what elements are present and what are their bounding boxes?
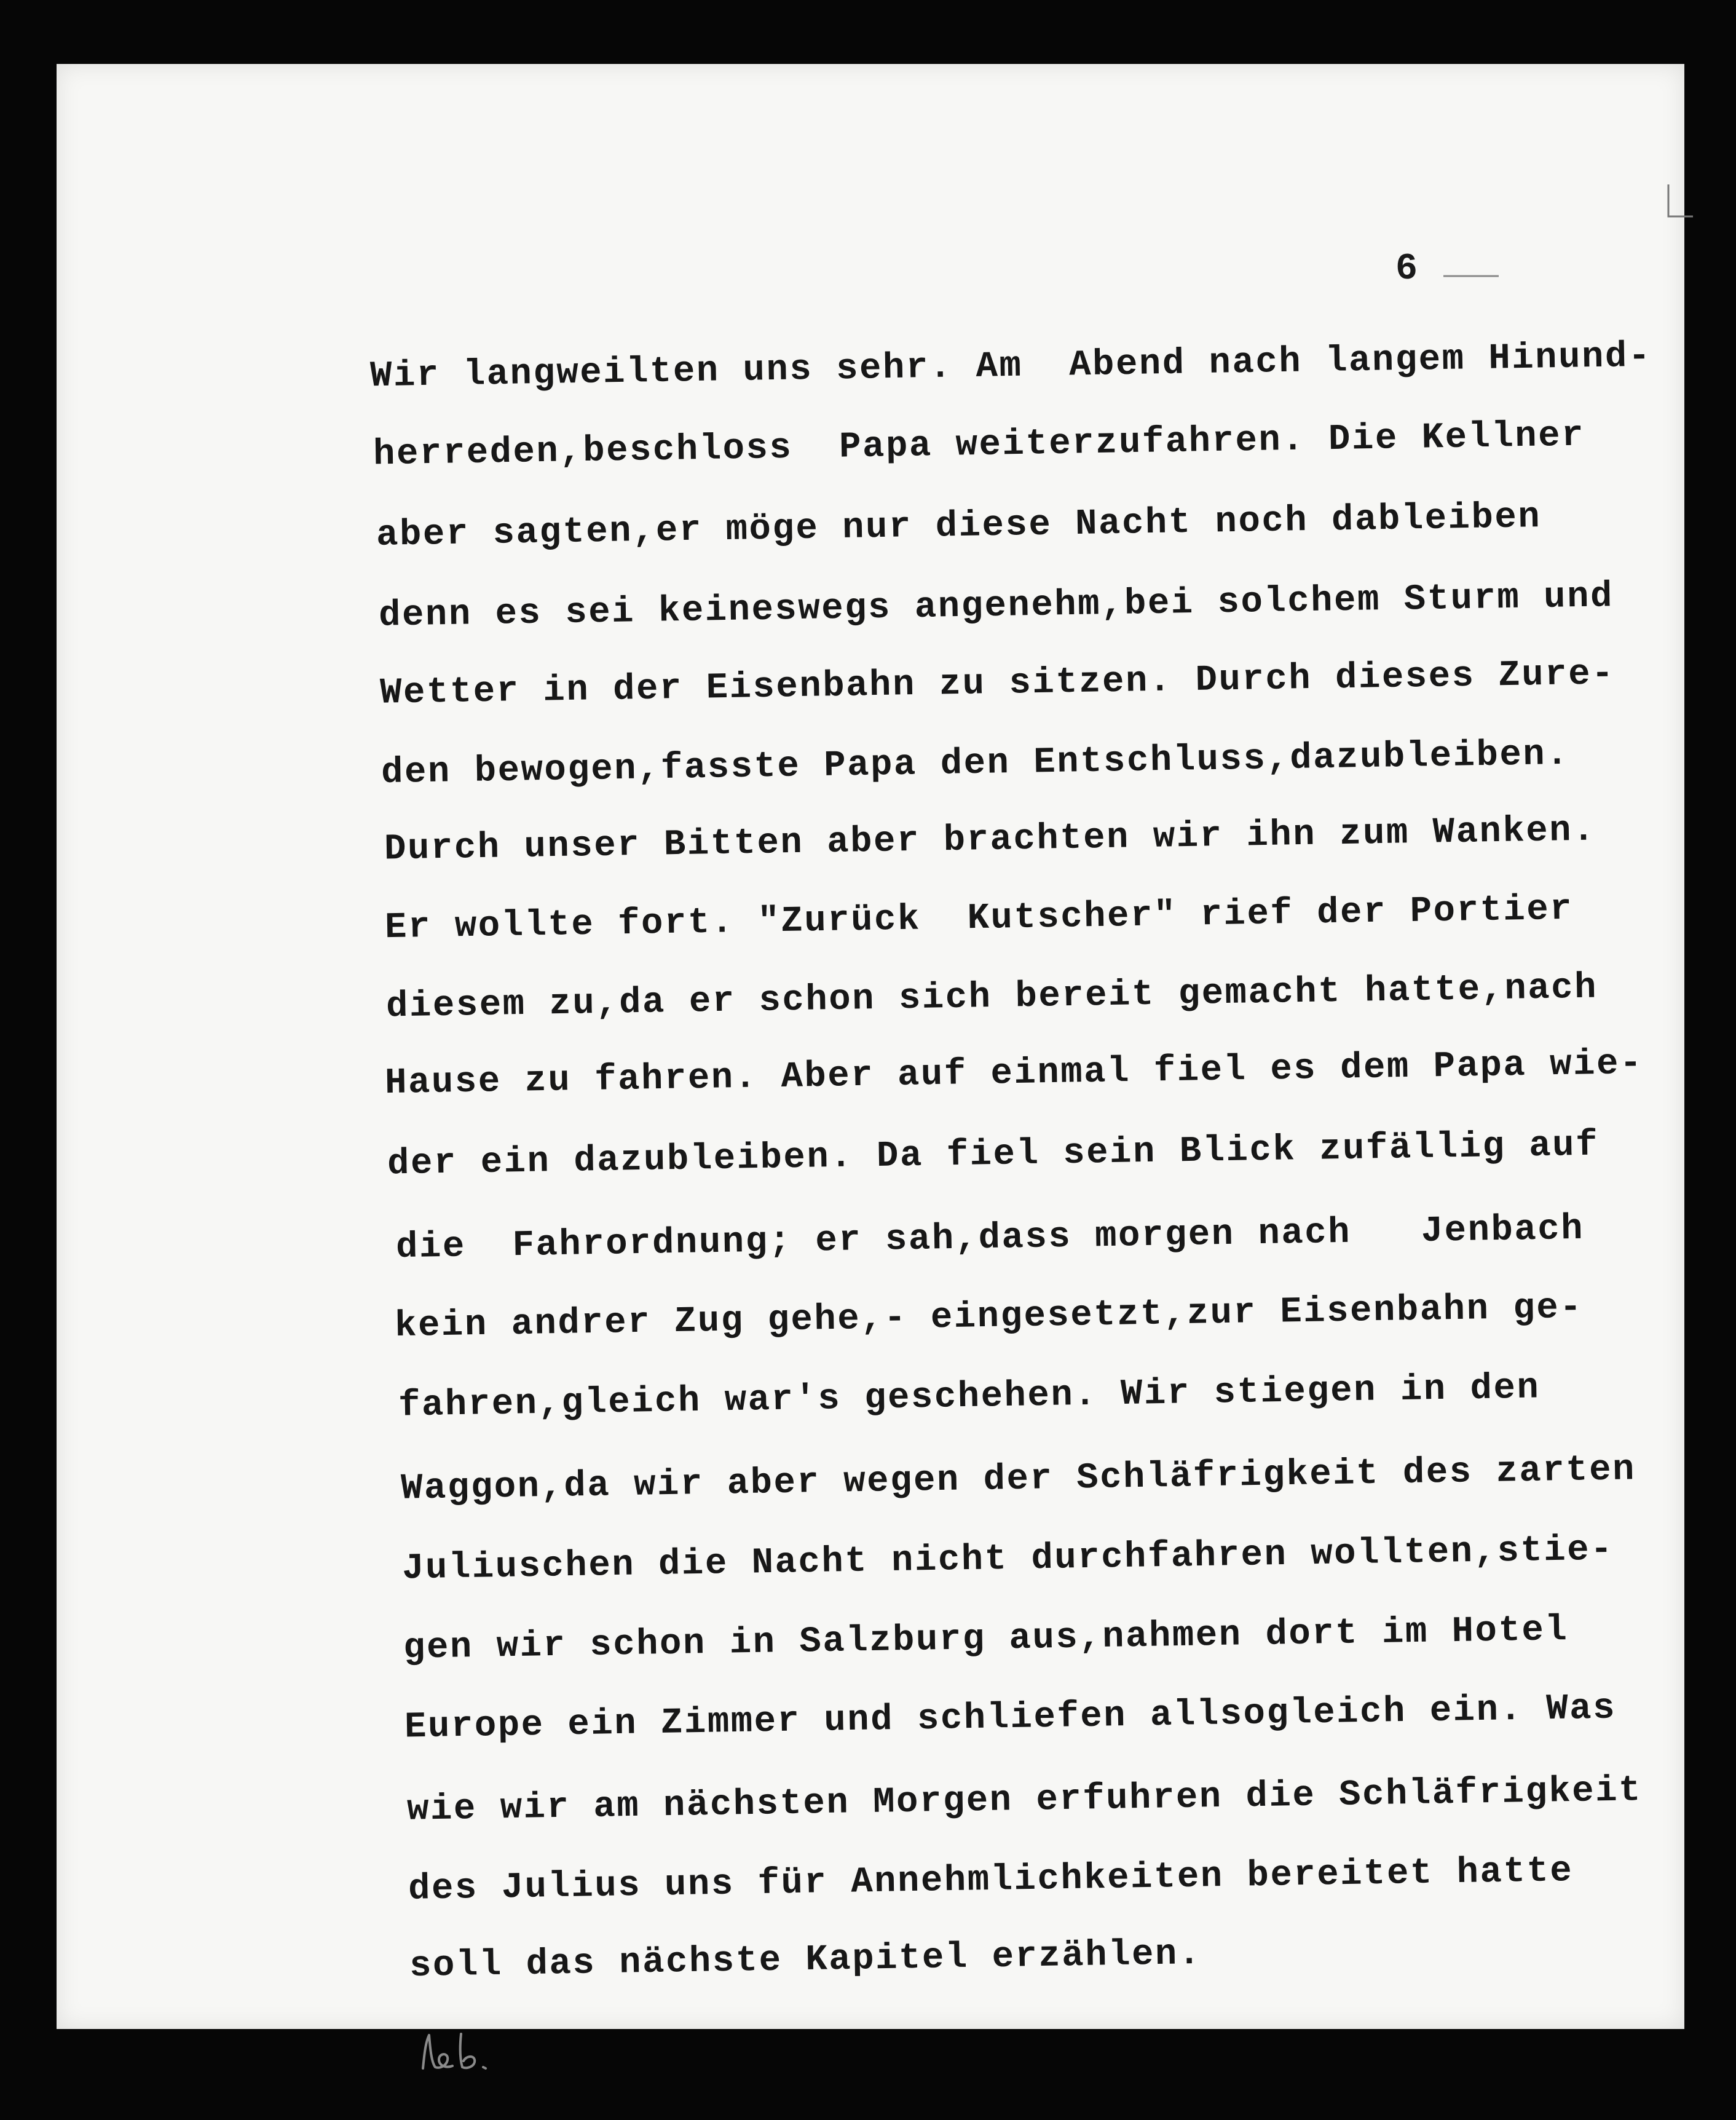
text-line: Wetter in der Eisenbahn zu sitzen. Durch dieses Zure-: [379, 653, 1616, 714]
text-line: herreden,beschloss Papa weiterzufahren. Die Kellner: [373, 414, 1585, 475]
text-line: gen wir schon in Salzburg aus,nahmen dort im Hotel: [403, 1609, 1569, 1669]
text-line: Er wollte fort. "Zurück Kutscher" rief der Portier: [384, 888, 1574, 949]
text-line: Juliuschen die Nacht nicht durchfahren wollten,stie-: [401, 1529, 1614, 1589]
text-line: kein andrer Zug gehe,- eingesetzt,zur Eisenbahn ge-: [394, 1286, 1584, 1347]
text-line: diesem zu,da er schon sich bereit gemacht hatte,nach: [385, 967, 1598, 1027]
text-line: fahren,gleich war's geschehen. Wir stiegen in den: [398, 1367, 1541, 1426]
text-line: des Julius uns für Annehmlichkeiten bereitet hatte: [408, 1850, 1574, 1910]
text-line: denn es sei keineswegs angenehm,bei solchem Sturm und: [378, 575, 1614, 636]
text-line: Wir langweilten uns sehr. Am Abend nach langem Hinund-: [369, 335, 1652, 397]
body-text: [57, 64, 1684, 2029]
text-line: die Fahrordnung; er sah,dass morgen nach Jenbach: [395, 1208, 1585, 1268]
text-line: wie wir am nächsten Morgen erfuhren die Schläfrigkeit: [406, 1770, 1643, 1830]
text-line: Durch unser Bitten aber brachten wir ihn zum Wanken.: [384, 809, 1596, 870]
text-line: den bewogen,fasste Papa den Entschluss,dazubleiben.: [381, 733, 1570, 794]
text-line: Europe ein Zimmer und schliefen allsogleich ein. Was: [404, 1687, 1617, 1748]
text-line: soll das nächste Kapitel erzählen.: [409, 1932, 1202, 1987]
pencil-annotation: [417, 2031, 521, 2075]
text-line: aber sagten,er möge nur diese Nacht noch dableiben: [376, 496, 1542, 556]
page-number: 6: [1395, 248, 1418, 290]
text-line: Hause zu fahren. Aber auf einmal fiel es dem Papa wie-: [384, 1042, 1644, 1104]
typewritten-page: [57, 64, 1684, 2029]
text-line: der ein dazubleiben. Da fiel sein Blick zufällig auf: [387, 1124, 1600, 1185]
text-line: Waggon,da wir aber wegen der Schläfrigkeit des zarten: [400, 1449, 1636, 1509]
